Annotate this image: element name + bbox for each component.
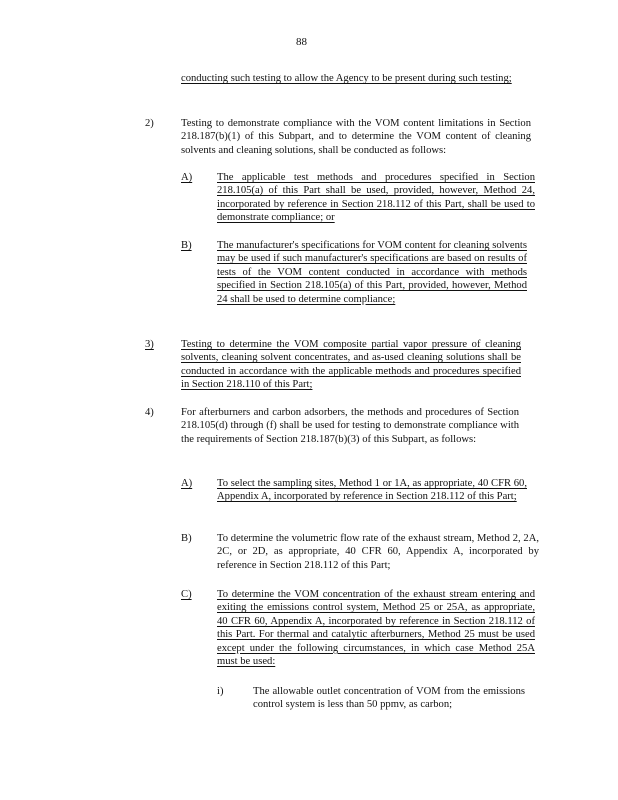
- item-2-sub-a-text: The applicable test methods and procedures specified in Section 218.105(a) of this Part shall be used, provided, however, Method 24, incorporated by reference in Section 218.112 of this Part, shall be used to demonstrate compliance; or: [217, 172, 535, 224]
- item-3-text: Testing to determine the VOM composite partial vapor pressure of cleaning solvents, cleaning solvent concentrates, and as-used cleaning solutions shall be conducted in accordance with the applicable methods and procedures specified in Section 218.110 of this Part;: [181, 339, 521, 391]
- item-4-sub-c-text: To determine the VOM concentration of the exhaust stream entering and exiting the emissions control system, Method 25 or 25A, as appropriate, 40 CFR 60, Appendix A, incorporated by reference in Section 218.112 of this Part. For thermal and catalytic afterburners, Method 25 must be used except under the following circumstances, in which case Method 25A must be used:: [217, 589, 535, 668]
- item-4-text: For afterburners and carbon adsorbers, the methods and procedures of Section 218.105(d) through (f) shall be used for testing to demonstrate compliance with the requirements of Section 218.187(b)(3) of this Subpart, as follows:: [181, 407, 519, 445]
- continuation-text: conducting such testing to allow the Agency to be present during such testing;: [181, 73, 512, 84]
- item-2-sub-b-label: B): [181, 240, 192, 251]
- item-4-sub-a-label: A): [181, 478, 193, 489]
- item-4-number: 4): [145, 407, 154, 418]
- item-2-text: Testing to demonstrate compliance with the VOM content limitations in Section 218.187(b)(1) of this Subpart, and to determine the VOM content of cleaning solvents and cleaning solutions, shall be conducted as follows:: [181, 118, 531, 156]
- page-number: 88: [296, 36, 307, 48]
- item-4-sub-c-i-text: The allowable outlet concentration of VOM from the emissions control system is less than 50 ppmv, as carbon;: [253, 686, 525, 711]
- item-4-sub-c-i-label: i): [217, 686, 224, 697]
- item-4-sub-c-label: C): [181, 589, 192, 600]
- item-2-sub-b-text: The manufacturer's specifications for VOM content for cleaning solvents may be used if such manufacturer's specifications are based on results of tests of the VOM content conducted in accordance with methods specified in Section 218.105(a) of this Part, provided, however, Method 24 shall be used to determine compliance;: [217, 240, 527, 305]
- item-3-number: 3): [145, 339, 154, 350]
- item-2-number: 2): [145, 118, 154, 129]
- item-2-sub-a-label: A): [181, 172, 193, 183]
- item-4-sub-a-text: To select the sampling sites, Method 1 or 1A, as appropriate, 40 CFR 60, Appendix A, incorporated by reference in Section 218.112 of this Part;: [217, 478, 527, 503]
- item-4-sub-b-text: To determine the volumetric flow rate of the exhaust stream, Method 2, 2A, 2C, or 2D, as appropriate, 40 CFR 60, Appendix A, incorporated by reference in Section 218.112 of this Part;: [217, 533, 539, 571]
- item-4-sub-b-label: B): [181, 533, 192, 544]
